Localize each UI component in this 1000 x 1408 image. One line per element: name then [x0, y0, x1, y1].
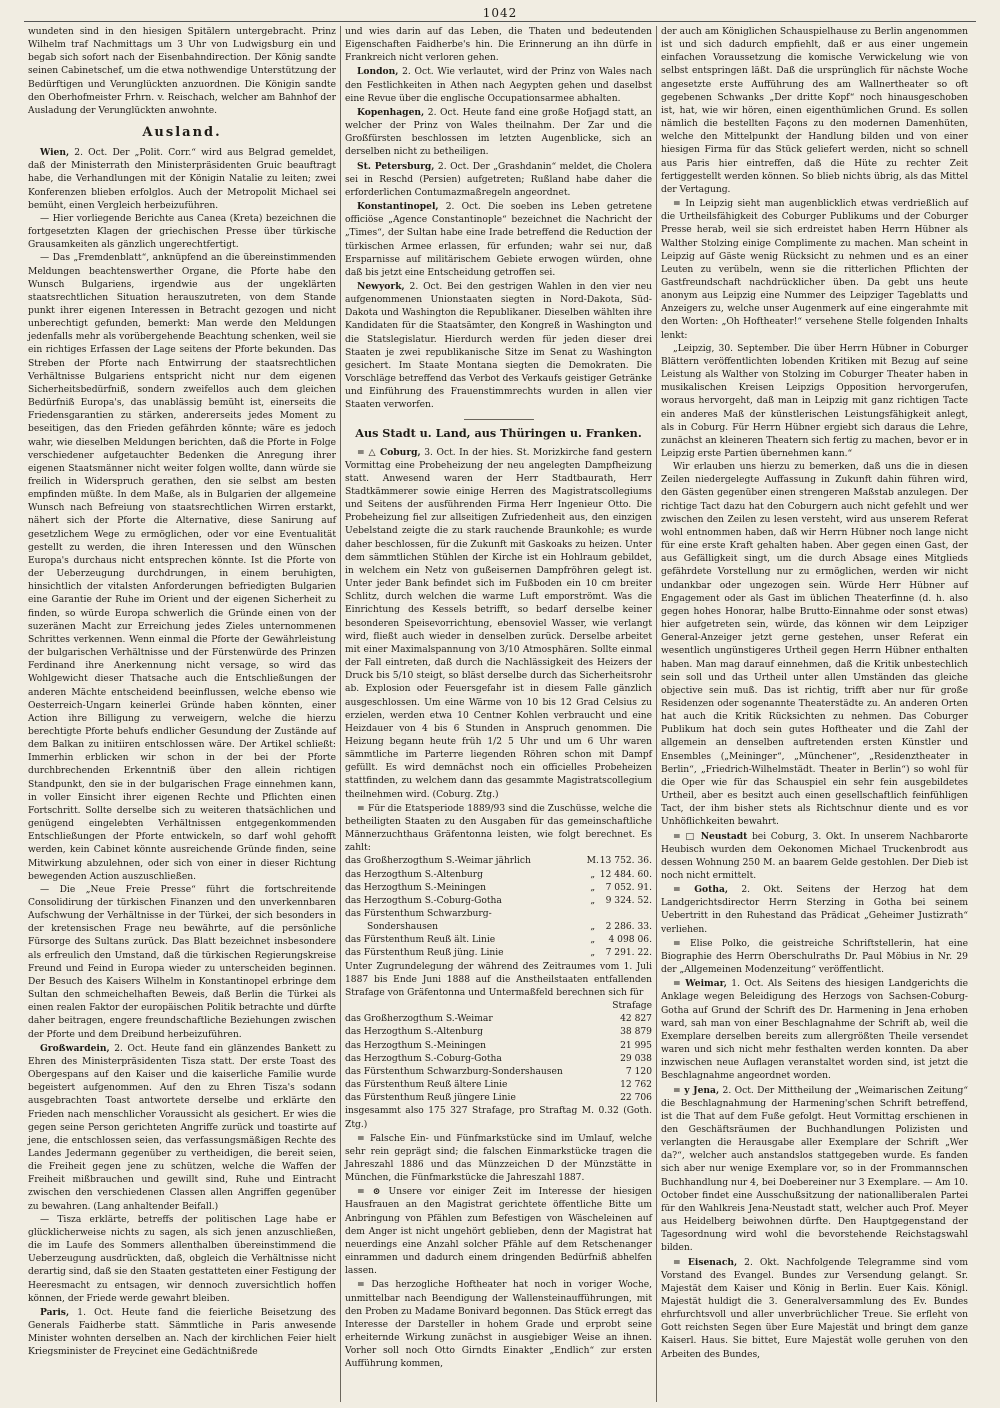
article-marker: = [673, 1256, 688, 1268]
table-row: das Fürstenthum Reuß jüng. Linie „ 7 291. 22. [345, 948, 652, 959]
article-london: London, 2. Oct. Wie verlautet, wird der Prinz von Wales nach den Festlichkeiten in Athen nach Aegypten gehen und daselbst eine Revue über die englische Occupationsarmee abhalten. [345, 66, 652, 104]
article-kopenhagen: Kopenhagen, 2. Oct. Heute fand eine große Hofjagd statt, an welcher der Prinz von Wales theilnahm. Der Zar und die Großfürsten beschlossen im letzten Augenblicke, sich an derselben nicht zu betheiligen. [345, 106, 652, 158]
dateline: Coburg, [379, 446, 421, 458]
dateline: London, [357, 66, 399, 78]
section-heading-stadt-land: Aus Stadt u. Land, aus Thüringen u. Franken. [355, 425, 642, 440]
dateline: Wien, [40, 147, 70, 159]
article-marker: = [673, 978, 686, 990]
article-marker: = [673, 884, 695, 896]
article-weimar: = Weimar, 1. Oct. Als Seitens des hiesigen Landgerichts die Anklage wegen Beleidigung des Herzogs von Sachsen-Coburg-Gotha auf Grund der Schrift des Dr. Harmening in Jena erhoben ward, sah man von einer Beschlagnahme der Schrift ab, weil die Exemplare derselben bereits zum allergrößten Theile versendet waren und sich nicht mehr festhalten werden konnten. Da aber inzwischen neue Auflagen veranstaltet worden sind, ist jetzt die Beschlagnahme angeordnet worden. [661, 978, 968, 1082]
column-2 [340, 26, 656, 1402]
article-strafage: Unter Zugrundelegung der während des Zeitraumes vom 1. Juli 1887 bis Ende Juni 1888 auf die Anstheilstaaten entfallenden Strafage von Gräfentonna und Untermaßfeld berechnen sich für Strafage [345, 961, 652, 1000]
table-row: Sondershausen „ 2 286. 33. [367, 922, 652, 933]
article-st-petersburg: St. Petersburg, 2. Oct. Der „Grashdanin“ meldet, die Cholera sei in Reschd (Persien) aufgetreten; Rußland habe daher die erforderlichen Contumazmaßregeln angeordnet. [345, 160, 652, 198]
table-row: das Fürstenthum Reuß jüngere Linie 22 706 [345, 1093, 652, 1104]
table-row: das Fürstenthum Schwarzburg- [345, 909, 492, 919]
table-row: das Fürstenthum Reuß ält. Linie „ 4 098 06. [345, 935, 652, 946]
article-leipzig-quote: „Leipzig, 30. September. Die über Herrn Hübner in Coburger Blättern veröffentlichten lobenden Kritiken mit Bezug auf seine Leistung als Walther von Stolzing im Coburger Theater haben in musikalischen Kreisen Leipzigs Opposition hervorgerufen, woraus hervorgeht, daß man in Leipzig mit ganz richtigen Tacte ein anderes Maß der künstlerischen Leistungsfähigkeit anlegt, als in Coburg. Für Herrn Hübner ergiebt sich daraus die Lehre, zunächst an kleineren Theatern sich fertig zu machen, bevor er in Leipzig erste Partien übernehmen kann.“ [661, 343, 968, 459]
page-number: 1042 [482, 6, 518, 20]
unit-label: Strafage [612, 1001, 652, 1012]
dateline: Paris, [40, 1306, 70, 1318]
article-jena: = y Jena, 2. Oct. Der Mittheilung der „Weimarischen Zeitung“ die Beschlagnahmung der Harmening'schen Schrift betreffend, ist die That auf dem Fuße gefolgt. Heut Vormittag erschienen in den Geschäftsräumen der Buchhandlungen Polizisten und verlangten die Herausgabe aller Exemplare der Schrift „Wer da?“, welcher auch anstandslos stattgegeben wurde. Es fanden sich aber nur wenige Exemplare vor, so in der Frommannschen Buchhandlung nur 4, bei Doebereiner nur 3 Exemplare. — Am 10. October findet eine Ausschußsitzung der nationalliberalen Partei für den Wahlkreis Jena-Neustadt statt, welcher auch Prof. Meyer aus Heidelberg beiwohnen dürfte. Den Hauptgegenstand der Tagesordnung wird wohl die bevorstehende Reichstagswahl bilden. [661, 1084, 968, 1254]
article-marker: = [357, 1132, 370, 1144]
dateline: Konstantinopel, [357, 201, 439, 213]
article-marker: = [357, 802, 368, 814]
article-marker: = y [673, 1084, 694, 1096]
article-strafage-total: insgesammt also 175 327 Strafage, pro Straftag M. 0.32 (Goth. Ztg.) [345, 1106, 652, 1130]
article-falschgeld: = Falsche Ein- und Fünfmarkstücke sind im Umlauf, welche sehr rein geprägt sind; die falschen Einmarkstücke tragen die Jahreszahl 1886 und das Münzzeichen D der Münzstätte in München, die Fünfmarkstücke die Jahreszahl 1887. [345, 1132, 653, 1184]
article-polko: = Elise Polko, die geistreiche Schriftstellerin, hat eine Biographie des Herrn Oberschulraths Dr. Paul Möbius in Nr. 29 der „Allgemeinen Modenzeitung“ veröffentlicht. [661, 937, 969, 976]
article-hausfrauen: = ⊙ Unsere vor einiger Zeit im Interesse der hiesigen Hausfrauen an den Magistrat gerichtete öffentliche Bitte um Anbringung von Pfählen zum Befestigen von Wäscheleinen auf dem Anger ist nicht ungehört geblieben, denn der Magistrat hat neuerdings eine Anzahl solcher Pfähle auf dem Retschenanger einrammen und dadurch einem dringenden Bedürfniß abhelfen lassen. [345, 1186, 652, 1277]
dateline: Newyork, [357, 280, 405, 292]
article-coburg: = △ Coburg, 3. Oct. In der hies. St. Morizkirche fand gestern Vormittag eine Probeheizung der neu angelegten Dampfheizung statt. Anwesend waren der Herr Stadtbaurath, Herr Stadtkämmerer sowie einige Herren des Magistratscollegiums und Seitens der ausführenden Firma Herr Ingenieur Otto. Die Probeheizung fiel zur allseitigen Zufriedenheit aus, den einzigen Uebelstand zeigte die zu stark rauchende Braunkohle; es wurde daher beschlossen, für die Zukunft mit Gaskoaks zu heizen. Unter dem sämmtlichen Stühlen der Kirche ist ein Hohlraum gebildet, in welchem ein Netz von gußeisernen Dampfröhren gelegt ist. Unter jeder Bank befindet sich im Fußboden ein 10 cm breiter Schlitz, durch welchen die warme Luft emporströmt. Was die Einrichtung des Kessels betrifft, so bedarf derselbe keiner besonderen Speisevorrichtung, ebensoviel Wasser, wie verlangt wird, fließt auch wieder in denselben zurück. Derselbe arbeitet mit einer Maximalspannung von 3/10 Atmosphären. Sollte einmal der Fall eintreten, daß durch die Nachlässigkeit des Heizers der Druck bis 5/10 steigt, so bläst derselbe durch das Sicherheitsrohr ab. Explosion oder Feuersgefahr ist in diesem Falle gänzlich ausgeschlossen. Um eine Wärme von 10 bis 12 Grad Celsius zu erzielen, werden etwa 10 Centner Kohlen verbraucht und eine Heizdauer von 4 bis 6 Stunden in Anspruch genommen. Die Heizung begann heute früh 1/2 5 Uhr und um 6 Uhr waren sämmtliche im Parterre liegenden Röhren schon mit Dampf gefüllt. Es wird demnächst noch ein officielles Probeheizen stattfinden, zu welchem dann das gesammte Magistratscollegium theilnehmen wird. (Coburg. Ztg.) [345, 446, 652, 800]
article-continued: wundeten sind in den hiesigen Spitälern untergebracht. Prinz Wilhelm traf Nachmittags um 3 Uhr von Ludwigsburg ein und begab sich sofort nach der Eisenbahndirection. Der König sandte seinen Cabinetschef, um die etwa nothwendige Unterstützung der Bedürftigen und Verunglückten anzuordnen. Die Königin sandte den Oberhofmeister Frhrn. v. Reischach, welcher am Bahnhof der Ausladung der Verunglückten anwohnte. [28, 27, 336, 116]
table-row: das Herzogthum S.-Coburg-Gotha 29 038 [345, 1053, 652, 1064]
article-paris: Paris, 1. Oct. Heute fand die feierliche Beisetzung des Generals Faidherbe statt. Sämmtliche in Paris anwesende Minister wohnten derselben an. Nach der kirchlichen Feier hielt Kriegsminister de Freycinet eine Gedächtnißrede [28, 1306, 336, 1358]
table-row: das Herzogthum S.-Coburg-Gotha „ 9 324. 52. [345, 895, 652, 906]
article-marker: = [673, 198, 686, 210]
article-zuchthaus: = Für die Etatsperiode 1889/93 sind die Zuschüsse, welche die betheiligten Staaten zu den Ausgaben für das gemeinschaftliche Männerzuchthaus Gräfentonna leisten, wie folgt berechnet. Es zahlt: [345, 802, 652, 854]
article-grosswardein: Großwardein, 2. Oct. Heute fand ein glänzendes Bankett zu Ehren des Ministerpräsidenten Tisza statt. Der erste Toast des Obergespans auf den Kaiser und die kaiserliche Familie wurde begeistert aufgenommen. Auf den zu Ehren Tisza's sodann ausgebrachten Toast antwortete derselbe und erklärte den Frieden nach menschlicher Voraussicht als gesichert. Er wies die gegen seine Person gerichteten Angriffe zurück und toastirte auf jene, die entschlossen seien, das verfassungsmäßigen Rechte des Landes Jedermann gegenüber zu vertheidigen, die bereit seien, die Freiheit gegen jene zu schützen, welche die Waffen der Freiheit mißbrauchen und gewillt sind, Ruhe und Eintracht zwischen den verschiedenen Classen allen Angriffen gegenüber zu bewahren. (Lang anhaltender Beifall.) [28, 1042, 336, 1212]
dateline: Jena, [693, 1084, 720, 1096]
dateline: Eisenach, [687, 1256, 738, 1268]
table-row: das Großherzogthum S.-Weimar jährlich M. 13 752. 36. [345, 856, 652, 867]
source-credit: (Coburg. Ztg.) [432, 789, 499, 800]
article-marker: = [357, 1279, 372, 1291]
article-gotha: = Gotha, 2. Okt. Seitens der Herzog hat dem Landgerichtsdirector Herrn Sterzing in Gotha bei seinem Uebertritt in den Ruhestand das Prädicat „Geheimer Justizrath“ verliehen. [661, 884, 968, 935]
article-erlauben: Wir erlauben uns hierzu zu bemerken, daß uns die in diesen Zeilen niedergelegte Auffassung in Zukunft dahin führen wird, den Gästen gegenüber einen strengeren Maßstab anzulegen. Der richtige Tact dazu hat den Coburgern auch nicht gefehlt und wer zwischen den Zeilen zu lesen versteht, wird aus unserem Referat wohl entnommen haben, daß wir Herrn Hübner noch lange nicht für eine erste Kraft gehalten haben. Aber gegen einen Gast, der aus Gefälligkeit singt, um die durch Absage eines Mitglieds gefährdete Vorstellung nur zu ermöglichen, werden wir nicht undankbar oder ungezogen sein. Würde Herr Hübner auf Engagement oder als Gast im üblichen Theaterfinne (d. h. also gegen hohes Honorar, halbe Brutto-Einnahme oder sonst etwas) hier aufgetreten sein, würde, das können wir dem Leipziger General-Anzeiger jetzt gerne gestehen, unser Referat ein wesentlich ungünstigeres Urtheil gegen Herrn Hübner enthalten haben. Man mag darauf einnehmen, daß die Kritik unbestechlich sein soll und das Urtheil unter allen Umständen das gleiche objective sein muß. Das ist richtig, trifft aber nur für große Residenzen oder sogenannte Theaterstädte zu. An anderen Orten hat auch die Kritik Rücksichten zu nehmen. Das Coburger Publikum hat doch sein gutes Hoftheater und die Zahl der allgemein an denselben auftretenden ersten Künstler und Ensembles („Meininger“, „Münchener“, „Residenztheater in Berlin“, „Friedrich-Wilhelmstädt. Theater in Berlin“) so wohl für die Oper wie für das Schauspiel ein sehr fein ausgebildetes Urtheil, aber es besitzt auch einen gesellschaftlich feinfühligen Tact, der ihm bisher stets als Richtschnur diente und es vor Unhöflichkeiten bewahrt. [661, 462, 968, 828]
columns [24, 26, 984, 1402]
section-divider [464, 419, 534, 420]
article-neustadt: = □ Neustadt bei Coburg, 3. Okt. In unserem Nachbarorte Heubisch wurden dem Oekonomen Michael Truckenbrodt aus dessen Wohnung 250 M. an baarem Gelde gestohlen. Der Dieb ist noch nicht ermittelt. [661, 830, 968, 881]
article-newyork: Newyork, 2. Oct. Bei den gestrigen Wahlen in den vier neu aufgenommenen Unionstaaten siegten in Nord-Dakota, Süd-Dakota und Washington die Republikaner. Dieselben wählten ihre Kandidaten für die Staatsämter, den Kongreß in Washington und die Statslegislatur. Hierdurch werden für jeden dieser drei Staaten je zwei republikanische Sitze im Senat zu Washington gesichert. Im Staate Montana siegten die Demokraten. Die Vorschläge betreffend das Verbot des Verkaufs geistiger Getränke und Einführung des Frauenstimmrechts wurden in allen vier Staaten verworfen. [345, 280, 652, 411]
dateline: Kopenhagen, [357, 106, 425, 118]
article-canea: — Hier vorliegende Berichte aus Canea (Kreta) bezeichnen die fortgesetzten Klagen der griechischen Presse über türkische Grausamkeiten als gänzlich ungerechtfertigt. [28, 213, 336, 251]
article-marker: = □ [673, 830, 701, 842]
dateline: Weimar, [685, 978, 727, 990]
table-row: das Herzogthum S.-Altenburg 38 879 [345, 1027, 652, 1038]
article-marker: = [673, 937, 690, 949]
table-row: das Herzogthum S.-Meiningen 21 995 [345, 1040, 652, 1051]
article-neue-presse: — Die „Neue Freie Presse“ führt die fortschreitende Consolidirung der türkischen Finanzen und den unverkennbaren Aufschwung der Verhältnisse in der Türkei, der sich besonders in der kretensischen Frage neu bewährte, auf die persönliche Fürsorge des Sultans zurück. Das Blatt bezeichnet insbesondere als erfreulich den Umstand, daß die türkischen Regierungskreise Freund und Feind in Europa wieder zu unterscheiden beginnen. Der Besuch des Kaisers Wilhelm in Konstantinopel erbringe dem Sultan den schmeichelhaften Beweis, daß Berlin die Türkei als einen realen Faktor der europäischen Politik betrachte und dürfte daher beitragen, engere freundschaftliche Beziehungen zwischen der Pforte und dem Dreibund herbeizuführen. [28, 884, 336, 1040]
table-row: das Fürstenthum Schwarzburg-Sondershausen 7 120 [345, 1066, 652, 1077]
article-marker: = △ [357, 446, 380, 458]
article-fremdenblatt: — Das „Fremdenblatt“, anknüpfend an die übereinstimmenden Meldungen beachtenswerther Organe, die Pforte habe den Wunsch Bulgariens, irgendwie aus der ungeklärten staatsrechtlichen Situation herauszutreten, von dem Stande punkt ihrer eigenen Interessen in Betracht gezogen und nicht unberechtigt gefunden, bemerkt: Man werde den Meldungen jedenfalls mehr als vorübergehende Beachtung schenken, weil sie ein richtiges Erfassen der Lage seitens der Pforte bekunden. Das Streben der Pforte nach Entwirrung der staatsrechtlichen Verhältnisse Bulgariens entspricht nicht nur dem eigenen Sicherheitsbedürfniß, sondern zweifellos auch dem gleichen Bedürfniß Europa's, das unablässig bemüht ist, einerseits die Friedensgarantien zu stärken, andererseits jedes Moment zu beseitigen, das den Frieden gefährden könnte; wäre es jedoch wahr, wie dieselben Meldungen berichten, daß die Pforte in Folge verschiedener aufgetauchter Bedenken die Anregung ihrer eigenen Staatsmänner nicht weiter folgen wollte, dann würde sie freilich in Widerspruch gerathen, den sie selbst am besten empfinden müßte. In dem Maße, als in Bulgarien der allgemeine Wunsch nach Befreiung von staatsrechtlichen Wirren erstarkt, nähert sich der Pforte die Alternative, diese Sanirung auf gesetzlichem Wege zu ermöglichen, oder vor eine Eventualität gestellt zu werden, die ihren Interessen und den Wünschen Europa's durchaus nicht entsprechen könnte. Ist die Pforte von der Ueberzeugung durchdrungen, in einem beruhigten, hinsichtlich der vitalsten Anforderungen befriedigten Bulgarien eine Garantie der Ruhe im Orient und der eigenen Sicherheit zu finden, so würde Europa schwerlich die Gründe einen von der suzeränen Macht zur Erreichung jedes Zieles unternommenen Schrittes verkennen. Wenn einmal die Pforte der Gewährleistung der bulgarischen Verhältnisse und der Fürstenwürde des Prinzen Ferdinand ihre Anerkennung nicht versage, so wird das Wohlgewicht dieser Thatsache auch die Entschließungen der anderen Mächte entscheidend beeinflussen, welche ebenso wie Oesterreich-Ungarn keinerlei Gründe haben könnten, einer Action ihre Billigung zu verweigern, welche die hierzu berechtigte Pforte behufs endlicher Gesundung der Zustände auf dem Balkan zu initiiren entschlossen wäre. Der Artikel schließt: Immerhin erblicken wir schon in der bei der Pforte durchbrechenden Erkenntniß über den allein richtigen Standpunkt, den sie in der bulgarischen Frage einnehmen kann, in voller Einsicht ihrer eigenen Rechte und Pflichten einen Fortschritt. Sollte derselbe sich zu weiteren thatsächlichen und genügend eingelebten Verhältnissen entgegenkommenden Entschließungen der Pforte entwickeln, so darf wohl gehofft werden, kein Cabinet könnte ausreichende Gründe finden, seine Mitwirkung abzulehnen, oder sich von einer in dieser Richtung bewegenden Action auszuschließen. [28, 253, 336, 882]
article-continued: und wies darin auf das Leben, die Thaten und bedeutenden Eigenschaften Faidherbe's hin. Die Erinnerung an ihn dürfe in Frankreich nicht verloren gehen. [345, 27, 652, 64]
article-tisza: — Tisza erklärte, betreffs der politischen Lage habe er glücklicherweise nichts zu sagen, als sich jenen anzuschließen, die im Laufe des Sommers allenthalben übereinstimmend die Ueberzeugung ausdrückten, daß, obgleich die Verhältnisse nicht derartig sind, daß sie den Staaten gestatteten einer Festigung der Heeresmacht zu entsagen, wir dennoch zuversichtlich hoffen können, der Friede werde gewahrt bleiben. [28, 1214, 336, 1304]
table-row: das Herzogthum S.-Meiningen „ 7 052. 91. [345, 882, 652, 893]
article-konstantinopel: Konstantinopel, 2. Oct. Die soeben ins Leben getretene officiöse „Agence Constantinople“ bezeichnet die Nachricht der „Times“, der Sultan habe eine Irade betreffend die Reduction der türkischen Armee erlassen, für erfunden; wahr sei nur, daß Ersparnisse auf militärischem Gebiete erwogen würden, ohne daß bis jetzt eine Entscheidung getroffen sei. [345, 201, 652, 278]
article-eisenach: = Eisenach, 2. Okt. Nachfolgende Telegramme sind vom Vorstand des Evangel. Bundes zur Versendung gelangt. Sr. Majestät dem Kaiser und König in Berlin. Euer Kais. Königl. Majestät huldigt die 3. Generalversammlung des Ev. Bundes ehrfurchtsvoll und aller unverbrüchlicher Treue. Sie erfleht von Gott reichsten Segen über Eure Majestät und bringt dem ganze Kaiserl. Haus. Sie bittet, Eure Majestät wolle geruhen von den Arbeiten des Bundes, [661, 1256, 968, 1360]
article-hoftheater: = Das herzogliche Hoftheater hat noch in voriger Woche, unmittelbar nach Beendigung der Wallensteinaufführungen, mit den Proben zu Madame Bonivard begonnen. Das Stück erregt das Interesse der Darsteller in hohem Grade und erprobt seine erheiternde Wirkung zunächst in ausgiebiger Weise an ihnen. Vorher soll noch Otto Girndts Einakter „Endlich“ zur ersten Aufführung kommen, [345, 1279, 652, 1370]
article-marker: = ⊙ [357, 1186, 389, 1198]
article-leipzig: = In Leipzig sieht man augenblicklich etwas verdrießlich auf die Urtheilsfähigkeit des Coburger Publikums und der Coburger Presse herab, weil sie sich erdreistet haben Herrn Hübner als Walther Stolzing einige Complimente zu machen. Man scheint in Leipzig auf Gäste wenig Rücksicht zu nehmen und es an einer Leuten zu verübeln, wenn sie die ritterlichen Pflichten der Gastfreundschaft nachdrücklicher üben. Da gebt uns heute anonym aus Leipzig eine Nummer des Leipziger Tageblatts und Anzeigers zu, welche unser Augenmerk auf eine eingerahmte mit den Worten: „Oh Hoftheater!“ versehene Stelle folgenden Inhalts lenkt: [661, 198, 969, 341]
column-3 [656, 26, 972, 1402]
dateline: Gotha, [694, 884, 729, 896]
dateline: Neustadt [700, 830, 748, 842]
article-continued: der auch am Königlichen Schauspielhause zu Berlin angenommen ist und sich dadurch empfiehlt, daß er aus einer ungemein einfachen Voraussetzung die komische Verwickelung wie von selbst entspringen läßt. Daß die ursprünglich für nächste Woche angesetzte erste Aufführung des am Wallnertheater so oft gegebenen Schwanks „Der dritte Kopf“ noch hinausgeschoben ist, hat, wie wir hören, einen eigenthümlichen Grund. Es sollen nämlich die bestellten Façons zu den modernen Damenhüten, welche den Mittelpunkt der Handlung bilden und von einer hiesigen Firma für das Stück geliefert werden, nicht so schnell aus Paris hier eintreffen, daß die Hüte zu rechter Zeit fertiggestellt werden können. So blieb nichts übrig, als das Mittel der Vertagung. [661, 27, 968, 195]
dateline: St. Petersburg, [357, 160, 435, 172]
table-row: das Herzogthum S.-Altenburg „ 12 484. 60. [345, 869, 652, 880]
section-heading-ausland: Ausland. [142, 125, 222, 141]
table-row: das Großherzogthum S.-Weimar 42 827 [345, 1014, 652, 1025]
column-1 [24, 26, 340, 1402]
article-wien: Wien, 2. Oct. Der „Polit. Corr.“ wird aus Belgrad gemeldet, daß der Ministerrath den Ministerpräsidenten Gruic beauftragt habe, die Verhandlungen mit der Königin Natalie zu leiten; zwei Konferenzen blieben erfolglos. Auch der Metropolit Michael sei bemüht, einen Vergleich herbeizuführen. [28, 147, 336, 211]
contribution-table [345, 855, 652, 960]
strafage-table [345, 1013, 652, 1105]
table-row: das Fürstenthum Reuß ältere Linie 12 762 [345, 1080, 652, 1091]
header-rule [24, 21, 976, 22]
dateline: Großwardein, [40, 1042, 110, 1054]
